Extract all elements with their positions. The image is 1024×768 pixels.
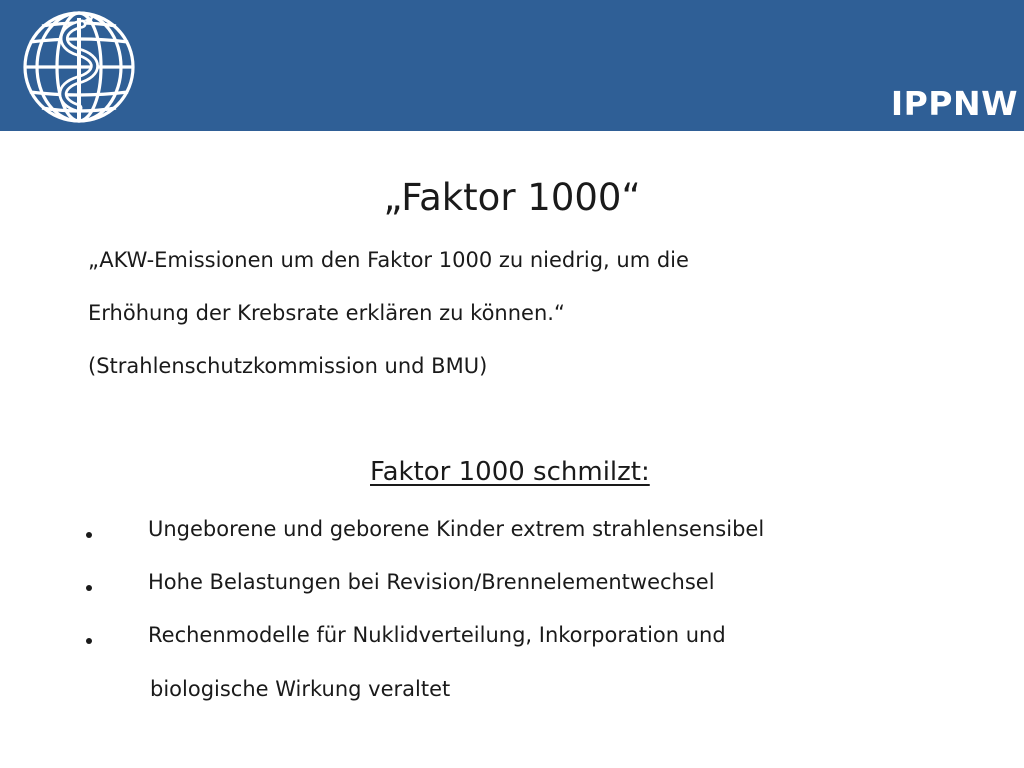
slide-title: „Faktor 1000“ xyxy=(383,176,641,219)
header-band xyxy=(0,0,1024,131)
bullet-item-3-continuation: biologische Wirkung veraltet xyxy=(150,677,451,701)
brand-name: IPPNW xyxy=(890,84,1018,123)
bullet-dot-icon xyxy=(86,532,92,538)
quote-source: (Strahlenschutzkommission und BMU) xyxy=(88,354,488,378)
quote-line-1: „AKW-Emissionen um den Faktor 1000 zu niedrig, um die xyxy=(88,248,689,272)
bullet-dot-icon xyxy=(86,585,92,591)
quote-line-2: Erhöhung der Krebsrate erklären zu können.“ xyxy=(88,301,565,325)
bullet-item-1: Ungeborene und geborene Kinder extrem strahlensensibel xyxy=(148,517,765,541)
bullet-item-2: Hohe Belastungen bei Revision/Brennelementwechsel xyxy=(148,570,715,594)
bullet-item-3: Rechenmodelle für Nuklidverteilung, Inkorporation und xyxy=(148,623,726,647)
subheading: Faktor 1000 schmilzt: xyxy=(370,457,650,487)
globe-staff-logo-icon xyxy=(20,8,138,126)
bullet-dot-icon xyxy=(86,638,92,644)
